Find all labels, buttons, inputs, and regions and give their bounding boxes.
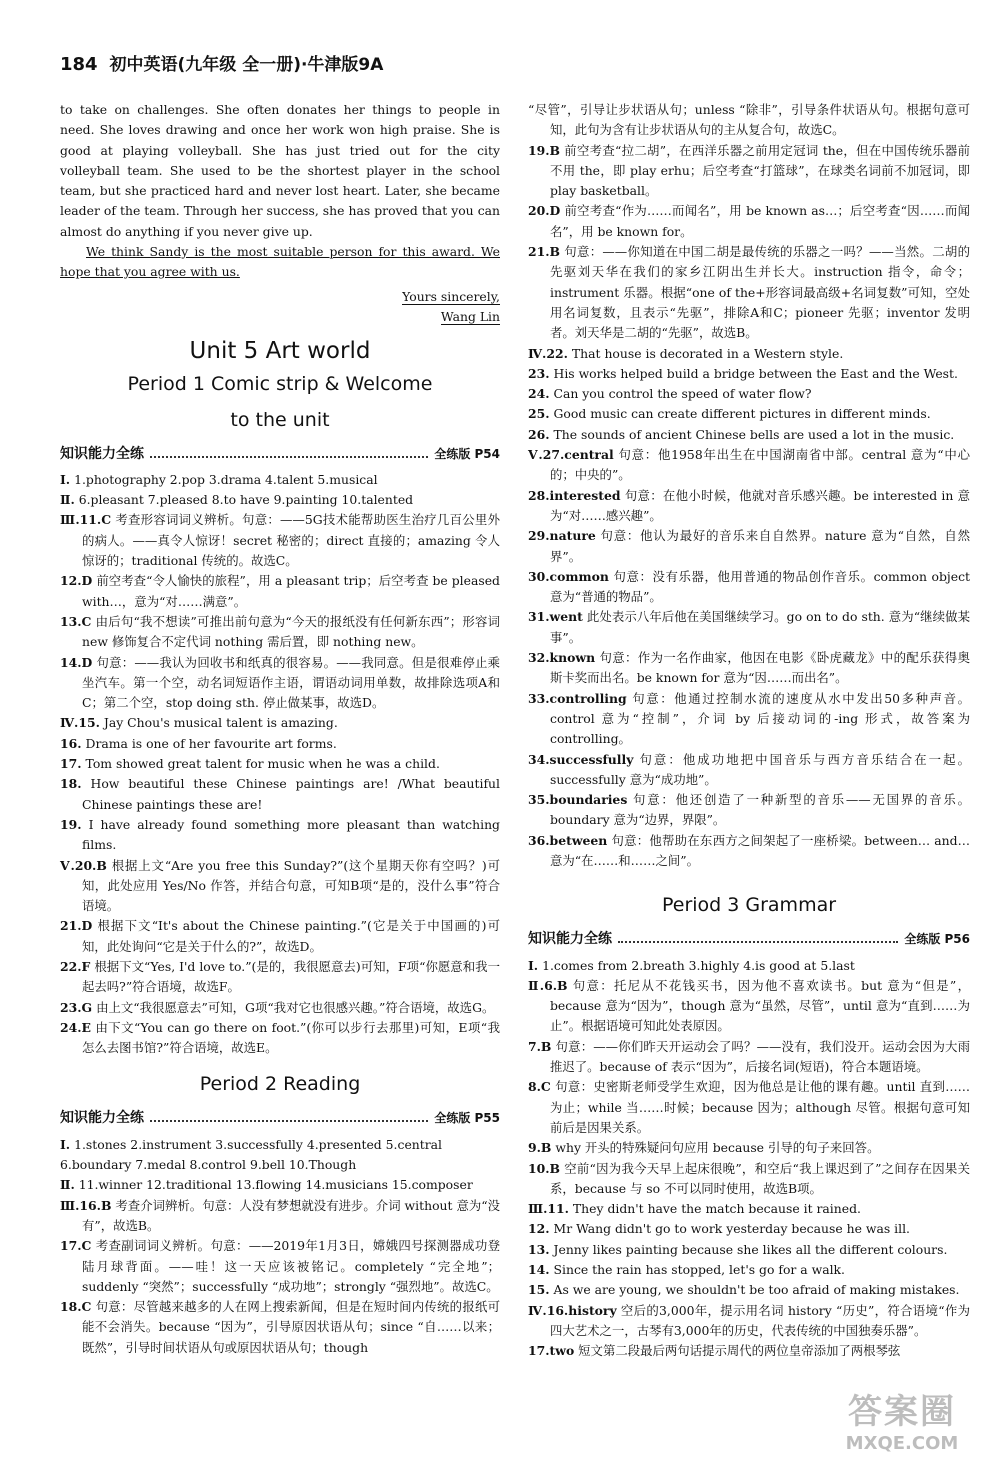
left-column <box>60 100 500 1358</box>
page-header <box>60 50 383 75</box>
answer-text: 1.stones 2.instrument 3.successfully 4.presented 5.central <box>74 1136 443 1152</box>
answer-number: 12.D <box>60 573 93 589</box>
answer-number: 17. <box>60 756 82 772</box>
answer-text: How beautiful these Chinese paintings are! /What beautiful Chinese paintings these are! <box>82 776 500 812</box>
answer-text: 句意：——你们昨天开运动会了吗？——没有，我们没开。运动会因为大雨推迟了。because of 表示“因为”，后接名词(短语)，符合本题语境。 <box>550 1038 970 1075</box>
answer-item <box>60 713 500 733</box>
answer-number: Ⅲ.11. <box>528 1201 569 1217</box>
answer-text: I have already found something more pleasant than watching films. <box>82 816 500 853</box>
answer-text: His works helped build a bridge between the East and the West. <box>553 365 958 381</box>
answer-number: 16. <box>60 735 82 751</box>
answer-text: “尽管”，引导让步状语从句；unless “除非”，引导条件状语从句。根据句意可知，此句为含有让步状语从句的主从复合句，故选C。 <box>528 102 970 138</box>
answer-item <box>60 957 500 998</box>
answer-number: 26. <box>528 426 550 442</box>
answer-text: 考查形容词词义辨析。句意：——5G技术能帮助医生治疗几百公里外的病人。——真令人惊讶！secret 秘密的；direct 直接的；amazing 令人惊讶的；traditional 传统的。故选C。 <box>82 512 500 569</box>
answer-number: 34.successfully <box>528 751 634 767</box>
answer-number: Ⅱ. <box>60 1177 75 1193</box>
answer-item <box>60 754 500 774</box>
answer-list <box>60 470 500 1059</box>
answer-item <box>528 1280 970 1300</box>
answer-number: 23.G <box>60 999 93 1015</box>
answer-number: 30.common <box>528 568 609 584</box>
period-title: Period 2 Reading <box>199 1073 361 1096</box>
answer-number: Ⅳ.16.history <box>528 1302 617 1318</box>
answer-item <box>60 1236 500 1297</box>
section-header: 知识能力全练 全练版 P54 <box>60 445 500 462</box>
answer-item <box>528 1301 970 1342</box>
answer-number: 18. <box>60 776 82 792</box>
answer-text: 空前“因为我今天早上起床很晚”，和空后“我上课迟到了”之间存在因果关系，because 与 so 不可以同时使用，故选B项。 <box>550 1160 970 1196</box>
answer-item <box>528 976 970 1037</box>
answer-item <box>60 734 500 754</box>
answer-item <box>528 526 970 567</box>
answer-number: 9.B <box>528 1140 552 1156</box>
answer-number: 36.between <box>528 832 608 848</box>
answer-text: Jay Chou's musical talent is amazing. <box>103 715 338 731</box>
answer-text: 6.pleasant 7.pleased 8.to have 9.painting 10.talented <box>78 492 414 508</box>
section-header: 知识能力全练 全练版 P56 <box>528 931 970 948</box>
answer-number: Ⅱ. <box>60 492 75 508</box>
answer-item <box>528 1260 970 1280</box>
answer-item <box>528 648 970 689</box>
answer-text: 句意：他还创造了一种新型的音乐——无国界的音乐。boundary 意为“边界，界限”。 <box>550 792 970 828</box>
answer-item <box>528 567 970 608</box>
answer-text: why 开头的特殊疑问句应用 because 引导的句子来回答。 <box>555 1140 880 1156</box>
answer-number: 32.known <box>528 650 596 666</box>
answer-number: 10.B <box>528 1160 561 1176</box>
answer-text: 1.photography 2.pop 3.drama 4.talent 5.musical <box>74 471 378 487</box>
answer-item <box>528 384 970 404</box>
answer-item <box>528 750 970 791</box>
watermark-logo: 答案圈 MXQE.COM <box>845 1392 959 1454</box>
answer-text: 1.comes from 2.breath 3.highly 4.is good at 5.last <box>542 957 855 973</box>
answer-list <box>528 956 970 1362</box>
answer-number: Ⅳ.15. <box>60 715 100 731</box>
answer-item <box>60 998 500 1018</box>
answer-item <box>528 100 970 141</box>
answer-item <box>60 571 500 612</box>
answer-item <box>60 1018 500 1059</box>
answer-item <box>60 1175 500 1195</box>
answer-number: 13. <box>528 1241 550 1257</box>
answer-item <box>60 1135 500 1155</box>
answer-text: Mr Wang didn't go to work yesterday because he was ill. <box>553 1221 910 1237</box>
answer-item <box>528 1077 970 1138</box>
answer-text: 句意：——我认为回收书和纸真的很容易。——我同意。但是很难停止乘坐汽车。第一个空，动名词短语作主语，谓语动词用单数，故排除选项A和C；第二个空，stop doing sth. 停止做某事，故选D。 <box>82 654 500 711</box>
answer-item <box>528 1240 970 1260</box>
period-title: Period 1 Comic strip & Welcome <box>127 372 433 395</box>
answer-text: Jenny likes painting because she likes all the different colours. <box>553 1241 948 1257</box>
answer-item <box>528 486 970 527</box>
answer-item <box>528 1341 970 1361</box>
answer-number: 12. <box>528 1221 550 1237</box>
answer-item <box>60 1196 500 1237</box>
answer-text: 根据下文“Yes, I'd love to.”(是的，我很愿意去)可知，F项“你愿意和我一起去吗?”符合语境，故选F。 <box>82 958 500 995</box>
letter-closing: Yours sincerely, <box>402 288 500 304</box>
answer-text: Since the rain has stopped, let's go for a walk. <box>553 1262 845 1278</box>
answer-number: 18.C <box>60 1299 92 1315</box>
answer-number: Ⅰ. <box>60 1136 71 1152</box>
answer-text: 根据下文“It's about the Chinese painting.”(它是关于中国画的)可知，此处询问“它是关于什么的?”，故选D。 <box>82 918 500 954</box>
answer-number: 17.C <box>60 1238 92 1254</box>
answer-list <box>528 100 970 871</box>
answer-text: 6.boundary 7.medal 8.control 9.bell 10.Though <box>60 1157 357 1173</box>
answer-text: 由下文“You can go there on foot.”(你可以步行去那里)可知，E项“我怎么去图书馆?”符合语境，故选E。 <box>82 1019 500 1056</box>
answer-number: 8.C <box>528 1079 551 1095</box>
answer-number: Ⅱ.6.B <box>528 977 568 993</box>
answer-text: 句意：托尼从不花钱买书，因为他不喜欢读书。but 意为“但是”，because 意为“因为”，though 意为“虽然，尽管”，until 意为“直到……为止”。根据语境可知此处表原因。 <box>550 977 970 1034</box>
answer-item <box>60 815 500 856</box>
answer-item <box>528 689 970 750</box>
section-header: 知识能力全练 全练版 P55 <box>60 1110 500 1127</box>
answer-item <box>528 1219 970 1239</box>
answer-text: 前空考查“拉二胡”，在西洋乐器之前用定冠词 the，但在中国传统乐器前不用 the，即 play erhu；后空考查“打篮球”，在球类名词前不加冠词，即 play basketball。 <box>550 142 970 199</box>
answer-number: Ⅴ.20.B <box>60 857 107 873</box>
answer-item <box>528 425 970 445</box>
answer-text: 句意：——你知道在中国二胡是最传统的乐器之一吗？——当然。二胡的先驱刘天华在我们的家乡江阴出生并长大。instruction 指令，命令；instrument 乐器。根据“one of the+形容词最高级+名词复数”可知，空处用名词复数，且表示“先驱”，排除A和C；pioneer 先驱；inventor 发明者。刘天华是二胡的“先驱”，故选B。 <box>550 244 970 341</box>
answer-item <box>60 1297 500 1358</box>
answer-text: 考查介词辨析。句意：人没有梦想就没有进步。介词 without 意为“没有”，故选B。 <box>82 1197 500 1233</box>
answer-text: 前空考查“令人愉快的旅程”，用 a pleasant trip；后空考查 be pleased with…，意为“对……满意”。 <box>82 573 500 609</box>
answer-item <box>60 856 500 917</box>
answer-number: 17.two <box>528 1343 575 1359</box>
answer-number: 13.C <box>60 613 92 629</box>
answer-number: Ⅴ.27.central <box>528 447 614 463</box>
answer-number: 33.controlling <box>528 690 627 706</box>
answer-number: 24.E <box>60 1019 92 1035</box>
unit-title: Unit 5 Art world <box>189 338 371 365</box>
letter-paragraph: to take on challenges. She often donates her things to people in need. She loves drawing and once her work won high praise. She is good at playing volleyball. She has just tried out for the city volleyball team. She used to be the shortest player in the school team, but she practiced hard and never lost heart. Later, she became leader of the team. Through her success, she has proved that you can almost do anything if you never give up. <box>60 102 500 239</box>
answer-text: 句意：没有乐器，他用普通的物品创作音乐。common object 意为“普通的物品”。 <box>550 568 970 605</box>
answer-number: 21.B <box>528 244 561 260</box>
answer-item <box>528 364 970 384</box>
answer-number: 21.D <box>60 918 93 934</box>
answer-text: 句意：在他小时候，他就对音乐感兴趣。be interested in 意为“对……感兴趣”。 <box>550 487 970 523</box>
answer-number: 23. <box>528 365 550 381</box>
answer-number: 20.D <box>528 203 561 219</box>
answer-item <box>60 916 500 957</box>
answer-item <box>60 490 500 510</box>
answer-text: 前空考查“作为……而闻名”，用 be known as…；后空考查“因……而闻名”，用 be known for。 <box>550 203 970 239</box>
answer-text: 句意：他通过控制水流的速度从水中发出50多种声音。control 意为“控制”，介词 by 后接动词的-ing 形式，故答案为 controlling。 <box>550 690 970 747</box>
answer-number: 19.B <box>528 142 561 158</box>
answer-number: 7.B <box>528 1038 552 1054</box>
period-title: Period 3 Grammar <box>661 894 837 917</box>
answer-text: Drama is one of her favourite art forms. <box>85 735 337 751</box>
answer-list <box>60 1135 500 1358</box>
answer-text: 11.winner 12.traditional 13.flowing 14.musicians 15.composer <box>78 1177 473 1193</box>
answer-item <box>528 1199 970 1219</box>
letter-paragraph: We think Sandy is the most suitable person for this award. We hope that you agree with us. <box>60 244 500 280</box>
answer-text: 由上文“我很愿意去”可知，G项“我对它也很感兴趣。”符合语境，故选G。 <box>96 999 495 1015</box>
answer-item <box>60 510 500 571</box>
answer-number: Ⅰ. <box>528 957 539 973</box>
answer-item <box>528 607 970 648</box>
answer-item <box>60 470 500 490</box>
answer-number: 14.D <box>60 654 93 670</box>
answer-text: The sounds of ancient Chinese bells are used a lot in the music. <box>553 426 955 442</box>
answer-item <box>528 1037 970 1078</box>
answer-text: 空后的3,000年，提示用名词 history “历史”，符合语境“作为四大艺术之一，古琴有3,000年的历史，代表传统的中国独奏乐器”。 <box>550 1302 970 1338</box>
answer-item <box>528 201 970 242</box>
answer-text: That house is decorated in a Western style. <box>571 345 844 361</box>
answer-item <box>60 1155 500 1175</box>
answer-text: 短文第二段最后两句话提示周代的两位皇帝添加了两根琴弦 <box>578 1343 901 1359</box>
answer-number: 29.nature <box>528 528 596 544</box>
answer-text: 句意：他认为最好的音乐来自自然界。nature 意为“自然，自然界”。 <box>550 528 970 564</box>
answer-item <box>528 790 970 831</box>
page-number: 184 <box>60 54 98 75</box>
answer-number: 14. <box>528 1262 550 1278</box>
answer-text: 句意：作为一名作曲家，他因在电影《卧虎藏龙》中的配乐获得奥斯卡奖而出名。be known for 意为“因……而出名”。 <box>550 650 970 686</box>
answer-text: 句意：史密斯老师受学生欢迎，因为他总是让他的课有趣。until 直到……为止；while 当……时候；because 因为；although 尽管。根据句意可知前后是因果关系。 <box>550 1079 970 1135</box>
answer-text: Tom showed great talent for music when he was a child. <box>85 756 440 772</box>
book-title: 初中英语(九年级 全一册)·牛津版9A <box>109 55 384 75</box>
answer-item <box>528 1159 970 1200</box>
answer-text: 句意：他1958年出生在中国湖南省中部。central 意为“中心的；中央的”。 <box>550 447 970 483</box>
answer-number: 22.F <box>60 958 91 974</box>
answer-text: 由后句“我不想读”可推出前句意为“今天的报纸没有任何新东西”；形容词 new 修饰复合不定代词 nothing 需后置，即 nothing new。 <box>82 613 500 650</box>
answer-text: 句意：他帮助在东西方之间架起了一座桥梁。between… and…意为“在……和……之间”。 <box>550 832 970 868</box>
answer-item <box>528 404 970 424</box>
answer-number: Ⅲ.11.C <box>60 512 112 528</box>
answer-item <box>60 612 500 653</box>
answer-text: Good music can create different pictures in different minds. <box>553 406 931 422</box>
letter-signer: Wang Lin <box>440 308 500 324</box>
answer-number: 25. <box>528 406 550 422</box>
answer-text: As we are young, we shouldn't be too afraid of making mistakes. <box>553 1282 960 1298</box>
answer-text: 根据上文“Are you free this Sunday?”(这个星期天你有空吗？)可知，此处应用 Yes/No 作答，并结合句意，可知B项“是的，没什么事”符合语境。 <box>82 857 500 914</box>
answer-item <box>528 956 970 976</box>
answer-number: 35.boundaries <box>528 792 628 808</box>
answer-number: 24. <box>528 386 550 402</box>
answer-text: 考查副词词义辨析。句意：——2019年1月3日，嫦娥四号探测器成功登陆月球背面。——哇！这一天应该被铭记。completely “完全地”；suddenly “突然”；successfully “成功地”；strongly “强烈地”。故选C。 <box>82 1238 500 1294</box>
answer-text: 句意：他成功地把中国音乐与西方音乐结合在一起。successfully 意为“成功地”。 <box>550 751 970 787</box>
answer-number: Ⅲ.16.B <box>60 1197 112 1213</box>
answer-number: 31.went <box>528 609 583 625</box>
answer-number: Ⅳ.22. <box>528 345 568 361</box>
answer-text: Can you control the speed of water flow? <box>553 386 812 402</box>
answer-item <box>528 141 970 202</box>
answer-text: They didn't have the match because it rained. <box>572 1201 861 1217</box>
period-title-cont: to the unit <box>230 408 330 431</box>
answer-item <box>528 445 970 486</box>
answer-item <box>528 242 970 343</box>
answer-item <box>528 344 970 364</box>
answer-number: 28.interested <box>528 487 621 503</box>
answer-item <box>60 774 500 815</box>
answer-item <box>60 653 500 714</box>
right-column <box>528 100 970 1362</box>
answer-number: 19. <box>60 816 82 832</box>
answer-text: 句意：尽管越来越多的人在网上搜索新闻，但是在短时间内传统的报纸可能不会消失。because “因为”，引导原因状语从句；since “自……以来；既然”，引导时间状语从句或原因状语从句；though <box>82 1299 500 1355</box>
answer-number: 15. <box>528 1282 550 1298</box>
answer-number: Ⅰ. <box>60 471 71 487</box>
answer-item <box>528 1138 970 1158</box>
answer-item <box>528 831 970 872</box>
answer-text: 此处表示八年后他在美国继续学习。go on to do sth. 意为“继续做某事”。 <box>550 609 970 645</box>
